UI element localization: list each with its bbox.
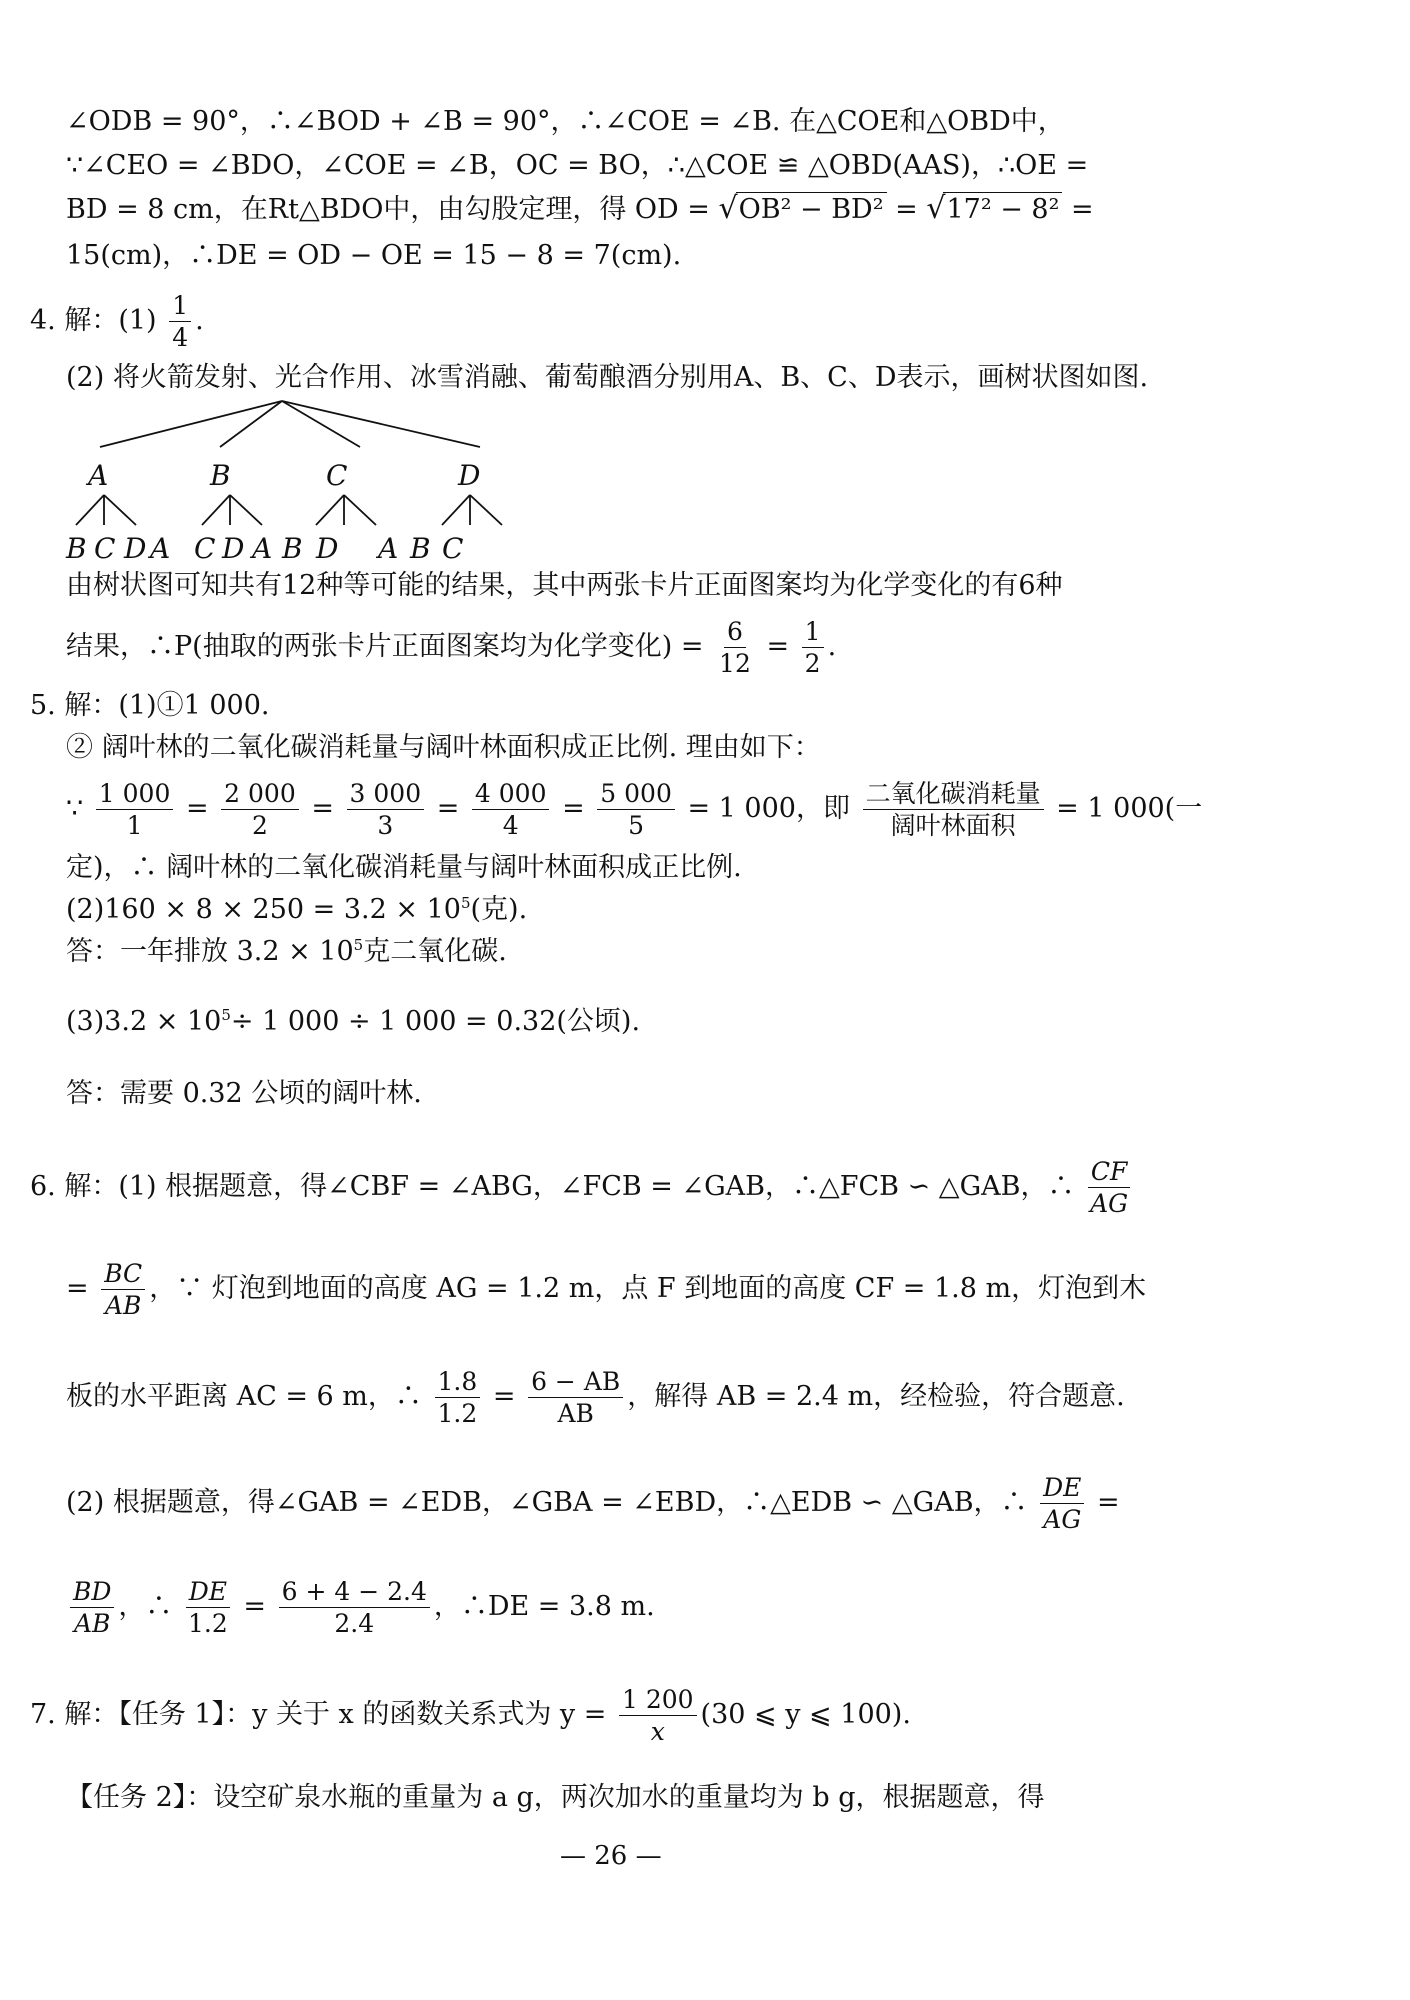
frac-den: AG <box>1090 1189 1129 1218</box>
q3-line-3-text: BD = 8 cm，在Rt△BDO中，由勾股定理，得 OD = <box>66 194 710 225</box>
frac-num: 1 <box>169 292 191 322</box>
tree-node-level1: C <box>326 459 348 492</box>
q5-line-1: 5. 解：(1)①1 000. <box>30 690 270 721</box>
q7-line-2: 【任务 2】：设空矿泉水瓶的重量为 a g，两次加水的重量均为 b g，根据题意，得 <box>66 1782 1045 1813</box>
frac-num: 1.8 <box>435 1368 481 1398</box>
q6-line-3 <box>66 1368 1125 1427</box>
q3-line-4: 15(cm)，∴DE = OD − OE = 15 − 8 = 7(cm). <box>66 240 682 271</box>
frac-num: 6 + 4 − 2.4 <box>279 1578 430 1608</box>
frac-den: 阔叶林面积 <box>890 811 1016 840</box>
tree-node-level1: A <box>88 459 109 492</box>
frac-num: 2 000 <box>221 780 299 810</box>
frac-num: BC <box>101 1260 145 1290</box>
q6-text-4: (2) 根据题意，得∠GAB = ∠EDB，∠GBA = ∠EBD，∴△EDB ∽ △GAB，∴ <box>66 1487 1028 1518</box>
eq: = <box>66 1273 89 1304</box>
q5-ratio-fractions <box>92 779 679 840</box>
q5-line-2: ② 阔叶林的二氧化碳消耗量与阔叶林面积成正比例. 理由如下： <box>66 732 821 763</box>
frac-den: 1 <box>126 811 143 840</box>
frac-den: 1.2 <box>437 1399 478 1428</box>
q3-eq-end: = <box>1071 194 1094 225</box>
fraction-18-12 <box>435 1368 481 1427</box>
frac-num: 二氧化碳消耗量 <box>863 780 1044 810</box>
ratio-fraction <box>221 780 299 839</box>
frac-den: 1.2 <box>188 1609 228 1638</box>
frac-den: 2 <box>251 811 268 840</box>
q7-task-1: 7. 解：【任务 1】：y 关于 x 的函数关系式为 y = <box>30 1699 607 1730</box>
ratio-fraction <box>597 780 675 839</box>
tree-diagram <box>60 395 540 565</box>
sqrt-ob-bd: OB² − BD² <box>736 192 887 225</box>
q4-part-3: 由树状图可知共有12种等可能的结果，其中两张卡片正面图案均为化学变化的有6种 <box>66 570 1063 601</box>
because-sign: ∵ <box>66 793 84 824</box>
q5-line-8: 答：需要 0.32 公顷的阔叶林. <box>66 1078 422 1109</box>
fraction-1-2 <box>802 618 824 677</box>
unit: (克). <box>470 894 528 925</box>
answer-text: 答：一年排放 3.2 × 10 <box>66 936 354 967</box>
tree-node-level2: C <box>194 532 216 565</box>
frac-num: CF <box>1088 1158 1130 1188</box>
frac-den: 3 <box>377 811 394 840</box>
q5-calc-3: (3)3.2 × 10 <box>66 1006 222 1037</box>
fraction-calc <box>279 1578 430 1637</box>
q7-range: (30 ⩽ y ⩽ 100). <box>700 1699 911 1730</box>
q3-line-1: ∠ODB = 90°，∴∠BOD + ∠B = 90°，∴∠COE = ∠B. 在△COE和△OBD中， <box>66 106 1065 137</box>
frac-den: 5 <box>628 811 645 840</box>
tree-node-level1: B <box>210 459 231 492</box>
frac-num: 1 000 <box>96 780 174 810</box>
q5-mid: = 1 000，即 <box>687 793 850 824</box>
exponent: 5 <box>353 936 364 954</box>
tree-node-level2: B <box>282 532 303 565</box>
frac-den: 4 <box>502 811 519 840</box>
tree-node-level2: A <box>252 532 273 565</box>
fraction-de-12 <box>185 1578 231 1637</box>
q5-line-3 <box>66 780 1202 839</box>
q4-prob-text: 结果，∴P(抽取的两张卡片正面图案均为化学变化) = <box>66 631 704 662</box>
frac-den: AB <box>73 1609 111 1638</box>
frac-num: 1 <box>802 618 824 648</box>
q5-line-4: 定)，∴ 阔叶林的二氧化碳消耗量与阔叶林面积成正比例. <box>66 852 742 883</box>
frac-num: 3 000 <box>347 780 425 810</box>
frac-den: AG <box>1043 1505 1082 1534</box>
q5-line-5 <box>66 896 527 923</box>
eq: = <box>1097 1487 1120 1518</box>
page-number: — 26 — <box>560 1841 662 1871</box>
tree-node-level2: D <box>316 532 339 565</box>
q4-label: 4. 解：(1) <box>30 305 157 336</box>
ratio-fraction <box>96 780 174 839</box>
tree-node-level2: C <box>442 532 464 565</box>
period: . <box>195 305 204 336</box>
frac-den: 12 <box>719 649 751 678</box>
q6-text-3: 板的水平距离 AC = 6 m，∴ <box>66 1381 422 1412</box>
q5-calc-3-end: ÷ 1 000 ÷ 1 000 = 0.32(公顷). <box>230 1006 641 1037</box>
q5-line-7 <box>66 1008 640 1035</box>
tree-node-level2: D <box>124 532 147 565</box>
frac-den: 4 <box>172 323 189 352</box>
fraction-1-4 <box>169 292 191 351</box>
frac-num: DE <box>186 1578 230 1608</box>
q4-part-2: (2) 将火箭发射、光合作用、冰雪消融、葡萄酿酒分别用A、B、C、D表示，画树状图如图. <box>66 362 1149 393</box>
eq: = <box>302 793 343 824</box>
tree-node-level2: B <box>66 532 87 565</box>
q5-line-6 <box>66 938 507 965</box>
q4-part-1 <box>30 292 204 351</box>
frac-den: 2 <box>804 649 821 678</box>
fraction-de-ag <box>1040 1474 1084 1533</box>
eq: = <box>428 793 468 824</box>
sqrt-sign: √ <box>718 191 738 226</box>
q5-calc: (2)160 × 8 × 250 = 3.2 × 10 <box>66 894 461 925</box>
q6-line-2 <box>66 1260 1146 1319</box>
fraction-1200-x <box>619 1686 697 1745</box>
q6-line-4 <box>66 1474 1120 1533</box>
fraction-cf-ag <box>1087 1158 1131 1217</box>
tree-branch <box>282 401 480 447</box>
tree-node-level2: D <box>222 532 245 565</box>
exponent: 5 <box>460 894 471 912</box>
fraction-6-minus-ab <box>528 1368 623 1427</box>
eq: = <box>766 631 790 662</box>
fraction-6-12 <box>716 618 754 677</box>
q6-text-2: ，∵ 灯泡到地面的高度 AG = 1.2 m，点 F 到地面的高度 CF = 1.8 m，灯泡到木 <box>149 1273 1147 1304</box>
tree-node-level2: C <box>94 532 116 565</box>
q6-line-1 <box>30 1158 1135 1217</box>
fraction-bc-ab <box>101 1260 145 1319</box>
sqrt-sign: √ <box>926 191 946 226</box>
q5-end: = 1 000(一 <box>1056 793 1203 824</box>
eq: = <box>177 793 218 824</box>
ratio-fraction <box>347 780 425 839</box>
q6-line-5 <box>66 1578 655 1637</box>
q3-line-2: ∵∠CEO = ∠BDO，∠COE = ∠B，OC = BO，∴△COE ≌ △OBD(AAS)，∴OE = <box>66 150 1089 181</box>
exponent: 5 <box>221 1006 231 1024</box>
q3-eq: = <box>895 194 918 225</box>
frac-num: BD <box>70 1578 114 1608</box>
answer-unit: 克二氧化碳. <box>363 936 507 967</box>
ratio-fraction <box>472 780 550 839</box>
eq: = <box>243 1591 266 1622</box>
fraction-bd-ab <box>70 1578 114 1637</box>
frac-num: 4 000 <box>472 780 550 810</box>
tree-branch <box>100 401 282 447</box>
sqrt-17-8: 17² − 8² <box>943 192 1062 225</box>
tree-branch <box>282 401 360 447</box>
therefore: ，∴ <box>118 1591 173 1622</box>
tree-node-level2: A <box>150 532 171 565</box>
frac-num: DE <box>1040 1474 1084 1504</box>
tree-branch <box>220 401 282 447</box>
frac-num: 5 000 <box>597 780 675 810</box>
frac-den: AB <box>104 1291 142 1320</box>
frac-den: AB <box>557 1399 594 1428</box>
frac-num: 1 200 <box>619 1686 697 1716</box>
eq: = <box>553 793 594 824</box>
q6-result-1: ，解得 AB = 2.4 m，经检验，符合题意. <box>627 1381 1125 1412</box>
frac-den: 2.4 <box>334 1609 375 1638</box>
frac-num: 6 − AB <box>528 1368 623 1398</box>
q4-part-4 <box>66 618 836 677</box>
tree-node-level2: B <box>410 532 431 565</box>
eq: = <box>492 1381 516 1412</box>
q3-line-3 <box>66 191 1094 226</box>
fraction-co2-area <box>863 780 1044 839</box>
frac-num: 6 <box>724 618 746 648</box>
q6-text-1: 6. 解：(1) 根据题意，得∠CBF = ∠ABG，∠FCB = ∠GAB，∴△FCB ∽ △GAB，∴ <box>30 1171 1075 1202</box>
tree-node-level1: D <box>458 459 481 492</box>
period: . <box>827 631 837 662</box>
frac-den: x <box>650 1717 665 1746</box>
q6-result-2: ，∴DE = 3.8 m. <box>433 1591 655 1622</box>
tree-node-level2: A <box>378 532 399 565</box>
q7-line-1 <box>30 1686 911 1745</box>
